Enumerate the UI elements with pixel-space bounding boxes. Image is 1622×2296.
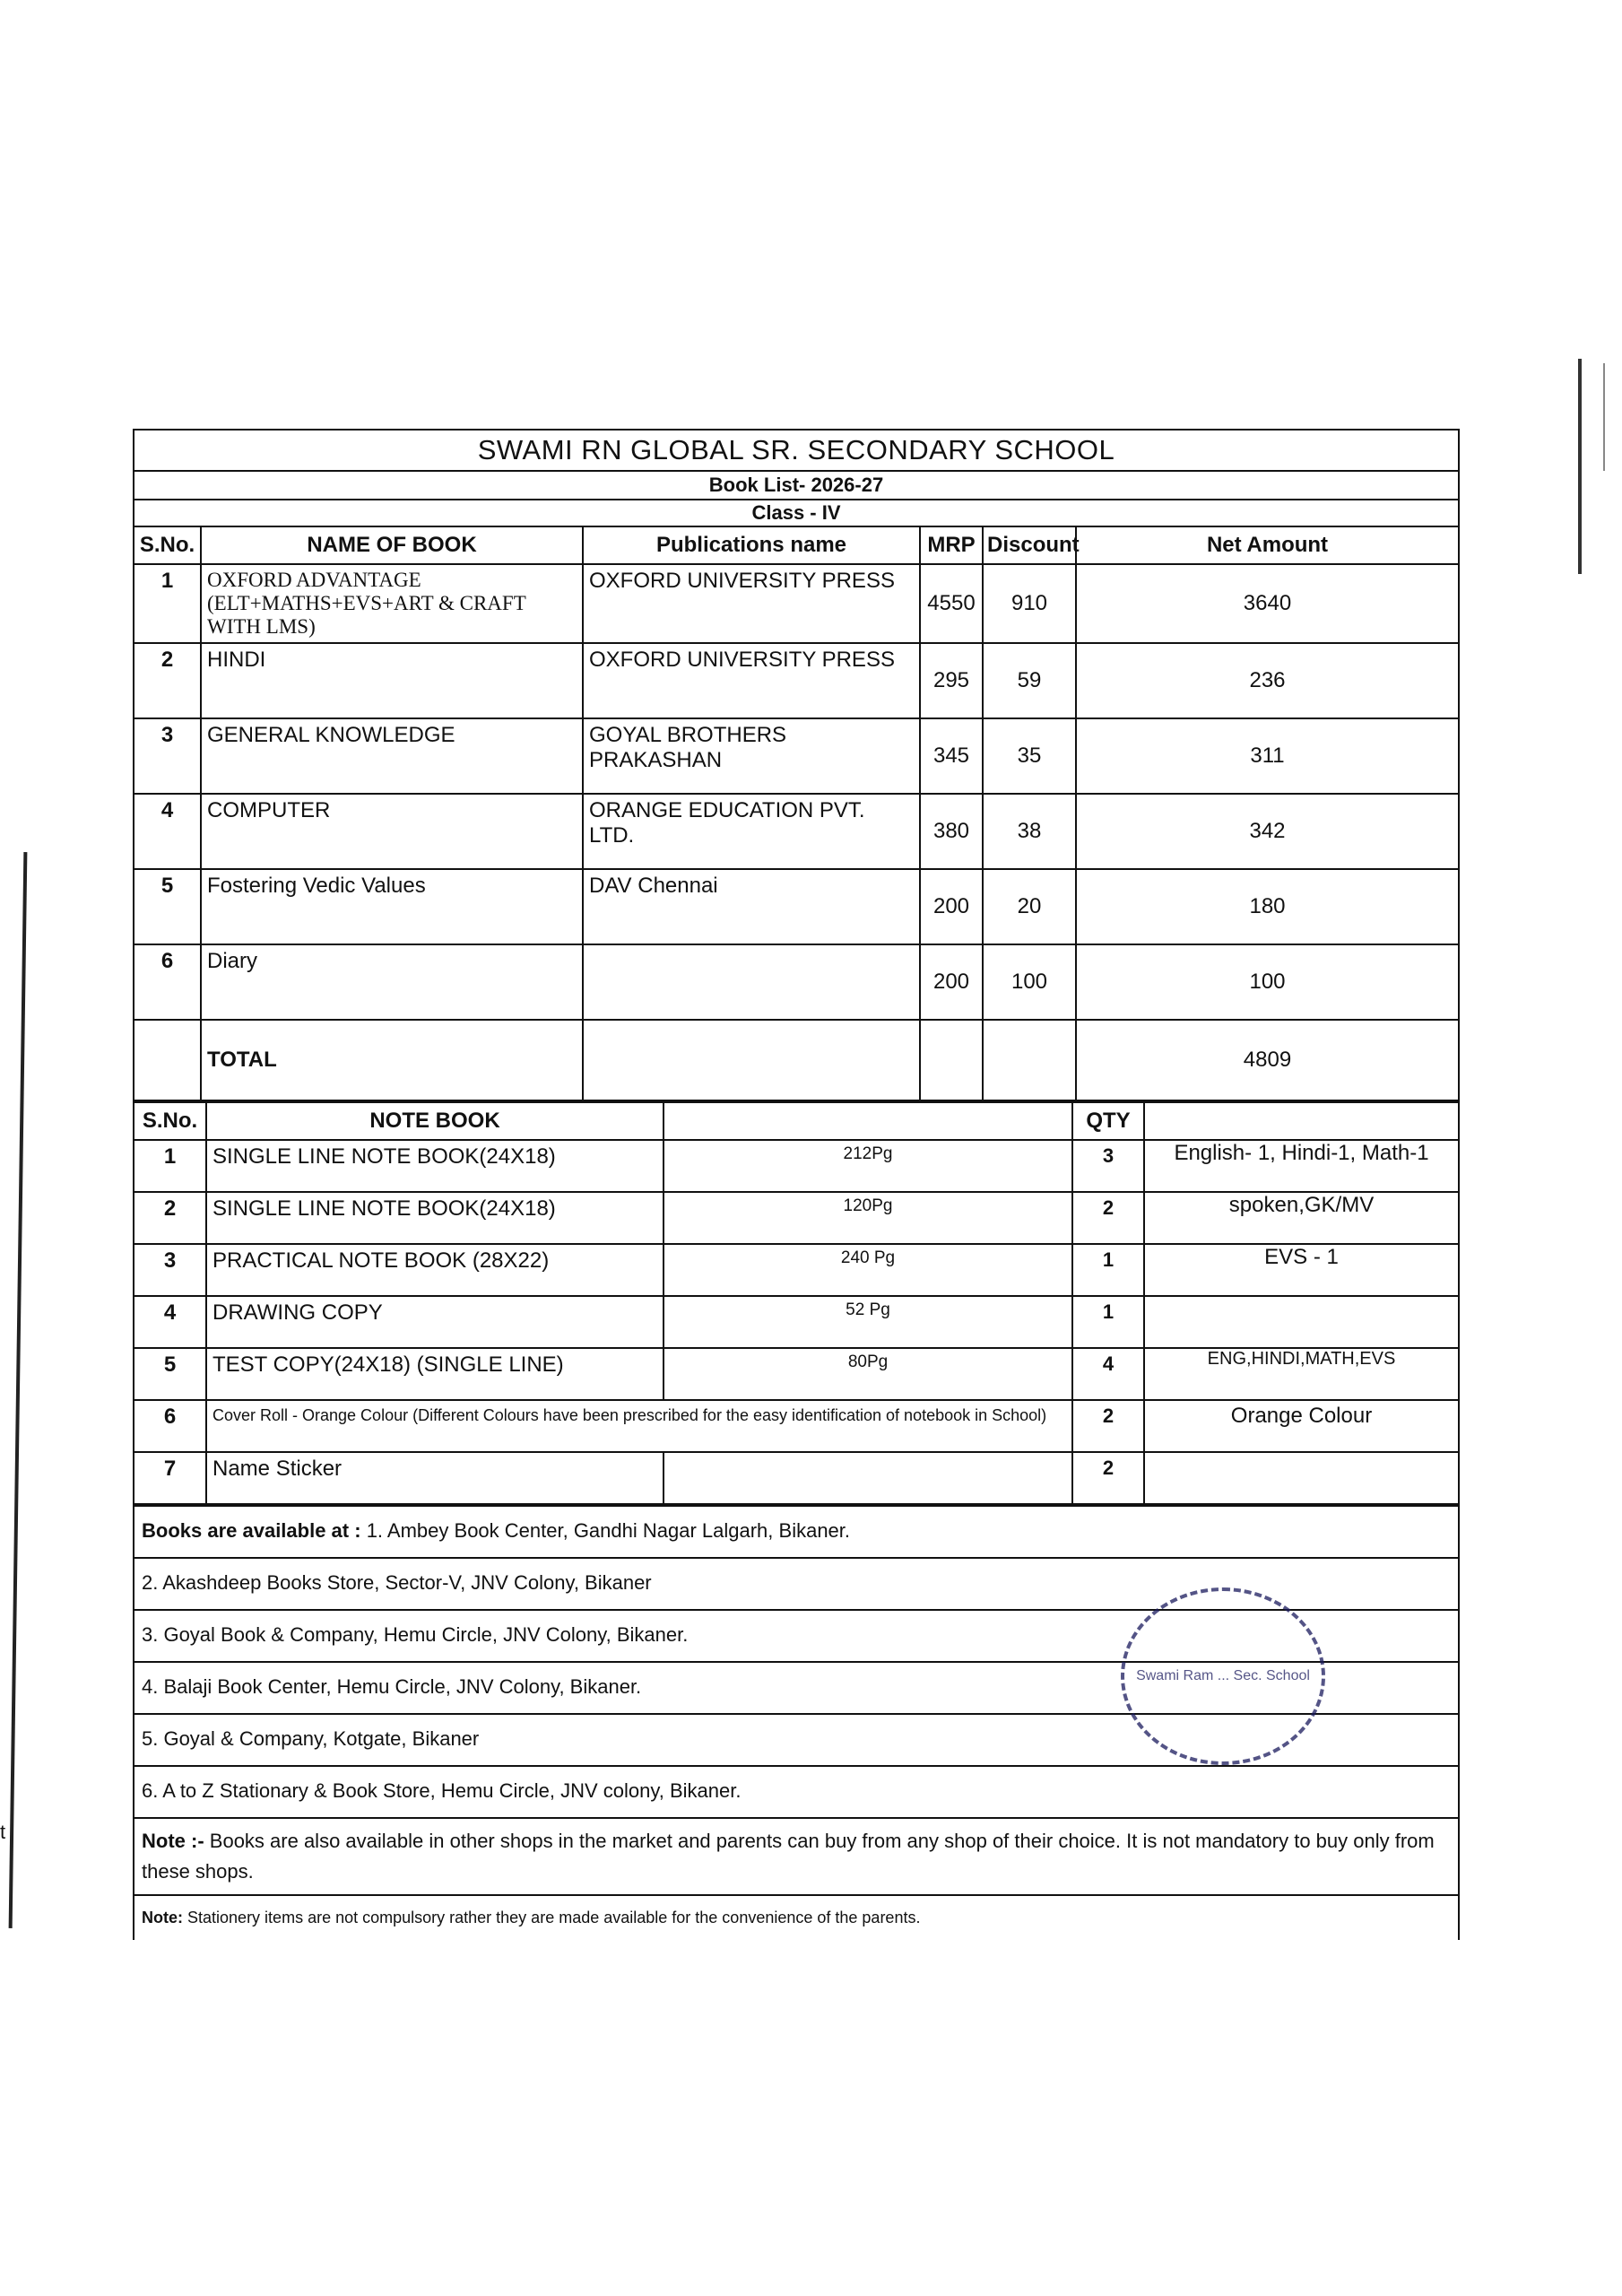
table-row bbox=[134, 643, 1458, 718]
row-sno: 4 bbox=[134, 794, 201, 869]
table-row bbox=[134, 1140, 1458, 1192]
mrp: 295 bbox=[920, 643, 983, 718]
table-row bbox=[134, 1348, 1458, 1400]
qty: 1 bbox=[1072, 1244, 1144, 1296]
pages: 120Pg bbox=[664, 1192, 1072, 1244]
row-sno: 3 bbox=[134, 718, 201, 794]
note-text: Stationery items are not compulsory rather they are made available for the convenience of the parents. bbox=[187, 1909, 921, 1926]
net-amount: 100 bbox=[1076, 944, 1458, 1020]
col-qty: QTY bbox=[1072, 1102, 1144, 1140]
row-sno: 3 bbox=[134, 1244, 206, 1296]
table-row bbox=[134, 1296, 1458, 1348]
scan-edge-left bbox=[9, 852, 28, 1928]
net-amount: 342 bbox=[1076, 794, 1458, 869]
notebook-name: PRACTICAL NOTE BOOK (28X22) bbox=[206, 1244, 664, 1296]
stray-scan-text: t bbox=[0, 1821, 6, 1843]
table-row bbox=[134, 564, 1458, 643]
notebook-name: Cover Roll - Orange Colour (Different Colours have been prescribed for the easy identification of notebook in School) bbox=[206, 1400, 1072, 1452]
total-label: TOTAL bbox=[201, 1020, 583, 1100]
row-sno: 5 bbox=[134, 1348, 206, 1400]
table-row bbox=[134, 1192, 1458, 1244]
table-row bbox=[134, 1452, 1458, 1504]
row-sno: 7 bbox=[134, 1452, 206, 1504]
discount: 910 bbox=[983, 564, 1076, 643]
book-name: HINDI bbox=[201, 643, 583, 718]
shop-1 bbox=[134, 1507, 1458, 1559]
class-label: Class - IV bbox=[751, 501, 841, 524]
stamp-text: Swami Ram ... Sec. School bbox=[1136, 1668, 1310, 1683]
col-pages bbox=[664, 1102, 1072, 1140]
col-notebook: NOTE BOOK bbox=[206, 1102, 664, 1140]
note-text: Books are also available in other shops in the market and parents can buy from any shop of their choice. It is not mandatory to buy only from these shops. bbox=[142, 1830, 1435, 1883]
discount: 38 bbox=[983, 794, 1076, 869]
qty: 4 bbox=[1072, 1348, 1144, 1400]
note-shops bbox=[134, 1819, 1458, 1896]
pages bbox=[664, 1452, 1072, 1504]
books-table bbox=[134, 526, 1458, 1101]
notebook-name: DRAWING COPY bbox=[206, 1296, 664, 1348]
scan-edge-right bbox=[1578, 359, 1582, 574]
total-mrp-empty bbox=[920, 1020, 983, 1100]
remark: Orange Colour bbox=[1144, 1400, 1458, 1452]
remark: spoken,GK/MV bbox=[1144, 1192, 1458, 1244]
notebook-name: SINGLE LINE NOTE BOOK(24X18) bbox=[206, 1192, 664, 1244]
note-stationery bbox=[134, 1896, 1458, 1940]
total-row bbox=[134, 1020, 1458, 1100]
note-label: Note :- bbox=[142, 1830, 204, 1852]
book-name: GENERAL KNOWLEDGE bbox=[201, 718, 583, 794]
row-sno: 6 bbox=[134, 1400, 206, 1452]
net-amount: 311 bbox=[1076, 718, 1458, 794]
row-sno: 4 bbox=[134, 1296, 206, 1348]
total-value: 4809 bbox=[1076, 1020, 1458, 1100]
notebook-name: TEST COPY(24X18) (SINGLE LINE) bbox=[206, 1348, 664, 1400]
table-row bbox=[134, 1244, 1458, 1296]
shop-6: 6. A to Z Stationary & Book Store, Hemu Circle, JNV colony, Bikaner. bbox=[134, 1767, 1458, 1819]
col-net-amount: Net Amount bbox=[1076, 526, 1458, 564]
table-row bbox=[134, 869, 1458, 944]
scan-edge-right-faint bbox=[1603, 363, 1605, 471]
col-book-name: NAME OF BOOK bbox=[201, 526, 583, 564]
table-row bbox=[134, 944, 1458, 1020]
note-label: Note: bbox=[142, 1909, 183, 1926]
availability-label: Books are available at : bbox=[142, 1519, 361, 1542]
pages: 212Pg bbox=[664, 1140, 1072, 1192]
discount: 100 bbox=[983, 944, 1076, 1020]
shop-4: 4. Balaji Book Center, Hemu Circle, JNV Colony, Bikaner. bbox=[134, 1663, 1458, 1715]
row-sno: 1 bbox=[134, 1140, 206, 1192]
discount: 59 bbox=[983, 643, 1076, 718]
col-sno: S.No. bbox=[134, 526, 201, 564]
book-name: COMPUTER bbox=[201, 794, 583, 869]
book-name: Fostering Vedic Values bbox=[201, 869, 583, 944]
school-stamp-icon bbox=[1121, 1587, 1325, 1765]
total-publisher-empty bbox=[583, 1020, 920, 1100]
book-list-year: Book List- 2026-27 bbox=[134, 472, 1458, 500]
school-name: SWAMI RN GLOBAL SR. SECONDARY SCHOOL bbox=[134, 430, 1458, 472]
col-publication: Publications name bbox=[583, 526, 920, 564]
col-mrp: MRP bbox=[920, 526, 983, 564]
col-remarks bbox=[1144, 1102, 1458, 1140]
table-row bbox=[134, 794, 1458, 869]
notebook-table bbox=[134, 1101, 1458, 1505]
net-amount: 180 bbox=[1076, 869, 1458, 944]
book-name: Diary bbox=[201, 944, 583, 1020]
row-sno: 2 bbox=[134, 643, 201, 718]
row-sno: 6 bbox=[134, 944, 201, 1020]
shop-5: 5. Goyal & Company, Kotgate, Bikaner bbox=[134, 1715, 1458, 1767]
publisher bbox=[583, 944, 920, 1020]
total-sno-empty bbox=[134, 1020, 201, 1100]
qty: 3 bbox=[1072, 1140, 1144, 1192]
remark: English- 1, Hindi-1, Math-1 bbox=[1144, 1140, 1458, 1192]
row-sno: 2 bbox=[134, 1192, 206, 1244]
col-sno: S.No. bbox=[134, 1102, 206, 1140]
row-sno: 1 bbox=[134, 564, 201, 643]
net-amount: 3640 bbox=[1076, 564, 1458, 643]
col-discount: Discount bbox=[983, 526, 1076, 564]
table-row bbox=[134, 718, 1458, 794]
remark: ENG,HINDI,MATH,EVS bbox=[1144, 1348, 1458, 1400]
publisher: ORANGE EDUCATION PVT. LTD. bbox=[583, 794, 920, 869]
net-amount: 236 bbox=[1076, 643, 1458, 718]
row-sno: 5 bbox=[134, 869, 201, 944]
publisher: GOYAL BROTHERS PRAKASHAN bbox=[583, 718, 920, 794]
publisher: DAV Chennai bbox=[583, 869, 920, 944]
qty: 2 bbox=[1072, 1452, 1144, 1504]
pages: 240 Pg bbox=[664, 1244, 1072, 1296]
qty: 2 bbox=[1072, 1192, 1144, 1244]
mrp: 4550 bbox=[920, 564, 983, 643]
qty: 1 bbox=[1072, 1296, 1144, 1348]
shop-text: 1. Ambey Book Center, Gandhi Nagar Lalgarh, Bikaner. bbox=[366, 1519, 851, 1542]
mrp: 345 bbox=[920, 718, 983, 794]
publisher: OXFORD UNIVERSITY PRESS bbox=[583, 643, 920, 718]
books-header-row bbox=[134, 526, 1458, 564]
book-name: OXFORD ADVANTAGE (ELT+MATHS+EVS+ART & CRAFT WITH LMS) bbox=[201, 564, 583, 643]
shop-3: 3. Goyal Book & Company, Hemu Circle, JNV Colony, Bikaner. bbox=[134, 1611, 1458, 1663]
publisher: OXFORD UNIVERSITY PRESS bbox=[583, 564, 920, 643]
notebook-name: SINGLE LINE NOTE BOOK(24X18) bbox=[206, 1140, 664, 1192]
qty: 2 bbox=[1072, 1400, 1144, 1452]
mrp: 200 bbox=[920, 869, 983, 944]
discount: 35 bbox=[983, 718, 1076, 794]
pages: 80Pg bbox=[664, 1348, 1072, 1400]
notebook-name: Name Sticker bbox=[206, 1452, 664, 1504]
table-row bbox=[134, 1400, 1458, 1452]
remark bbox=[1144, 1452, 1458, 1504]
pages: 52 Pg bbox=[664, 1296, 1072, 1348]
remark bbox=[1144, 1296, 1458, 1348]
discount: 20 bbox=[983, 869, 1076, 944]
total-discount-empty bbox=[983, 1020, 1076, 1100]
remark: EVS - 1 bbox=[1144, 1244, 1458, 1296]
mrp: 200 bbox=[920, 944, 983, 1020]
mrp: 380 bbox=[920, 794, 983, 869]
notebook-header-row bbox=[134, 1102, 1458, 1140]
shop-2: 2. Akashdeep Books Store, Sector-V, JNV Colony, Bikaner bbox=[134, 1559, 1458, 1611]
